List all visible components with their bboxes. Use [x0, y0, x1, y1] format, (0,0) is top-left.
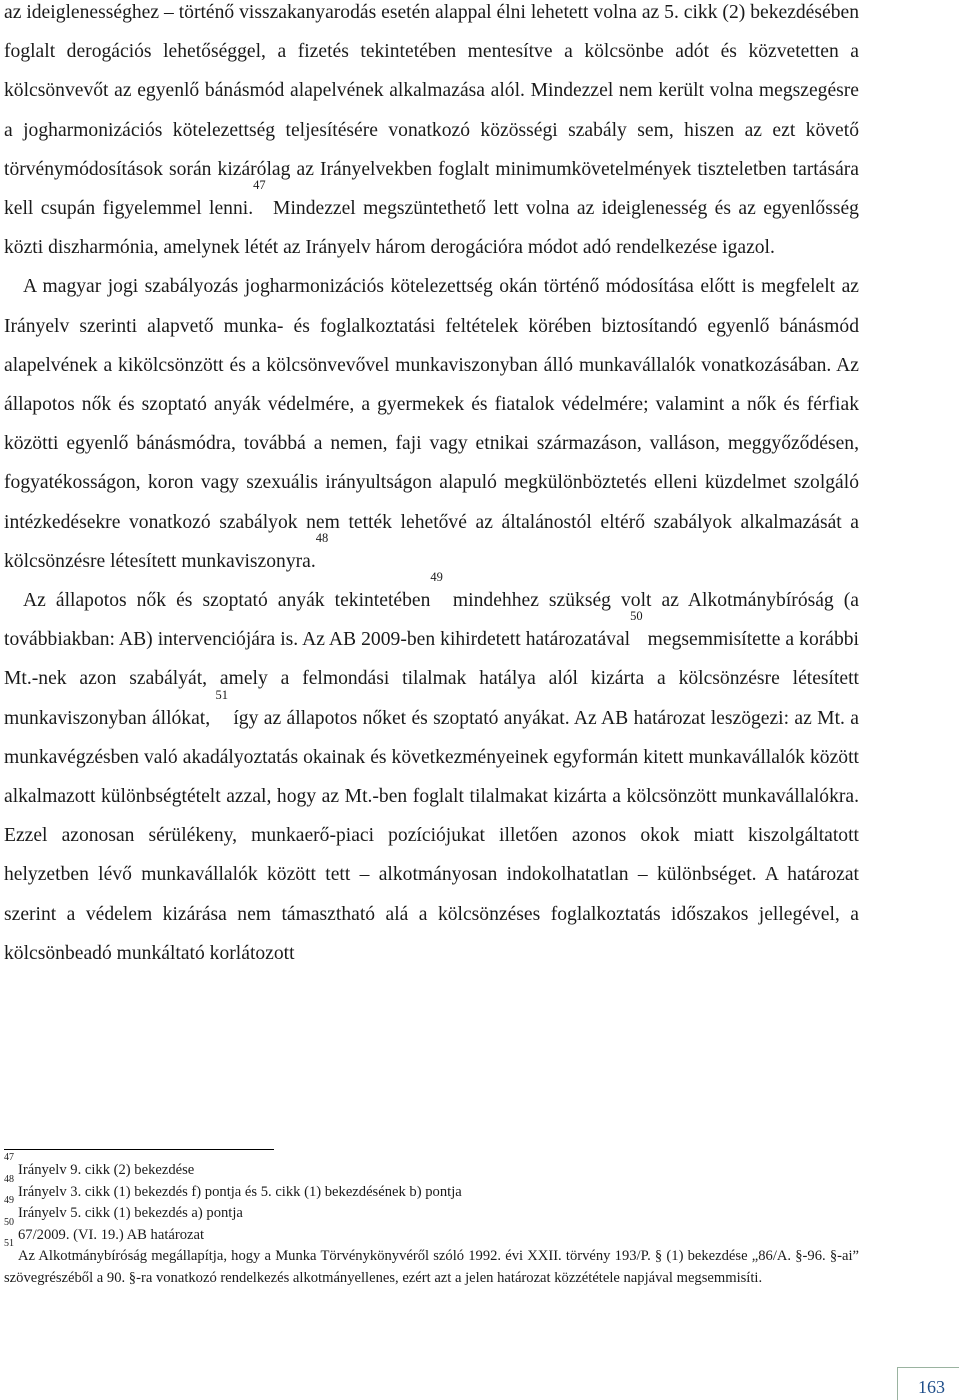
footnote-text: Az Alkotmánybíróság megállapítja, hogy a Munka Törvénykönyvéről szóló 1992. évi XXII. törvény 193/P. § (1) bekezdése „86/A. §-96. §-ai” szövegrészéből a 90. §-ra vonatkozó rendelkezés alkotmányellenes, ezért azt a jelen határozat közzététele napjával megsemmisíti. [4, 1248, 859, 1286]
footnote-text: Irányelv 9. cikk (2) bekezdése [18, 1162, 195, 1178]
footnote-reference: 49 [430, 570, 443, 585]
footnote-text: Irányelv 5. cikk (1) bekezdés a) pontja [18, 1205, 243, 1222]
footnote [4, 1195, 859, 1225]
footnote-number: 49 [4, 1195, 14, 1207]
paragraph-text: az ideiglenességhez – történő visszakanyarodás esetén alappal élni lehetett volna az 5. cikk (2) bekezdésében foglalt derogációs lehetőséggel, a fizetés tekintetében mentesítve a kölcsönbe adót és közvetetten a kölcsönvevőt az egyenlő bánásmód alapelvének alkalmazása alól. Mindezzel nem került volna megszegésre a jogharmonizációs kötelezettség teljesítésére vonatkozó közösségi szabály sem, hiszen az ezt követő törvénymódosítások során kizárólag az Irányelvekben foglalt minimumkövetelmények tiszteletben tartására kell csupán figyelemmel lenni. [4, 2, 859, 220]
footnote-text: Irányelv 3. cikk (1) bekezdés f) pontja és 5. cikk (1) bekezdésének b) pontja [18, 1183, 462, 1200]
paragraph [4, 570, 859, 973]
footnote [4, 1238, 859, 1289]
footnote-number: 51 [4, 1238, 14, 1250]
page-number-box [897, 1367, 959, 1400]
footnote [4, 1216, 859, 1250]
footnote [4, 1173, 859, 1207]
paragraph [4, 0, 859, 267]
footnote-reference: 48 [315, 530, 329, 545]
document-body [4, 0, 859, 973]
footnote-number: 50 [4, 1216, 14, 1228]
footnote-reference: 47 [253, 178, 266, 193]
paragraph-text: Mindezzel megszüntethető lett volna az ideiglenesség és az egyenlősség közti diszharmónia, amelynek létét az Irányelv három derogációra módot adó rendelkezése igazol. [4, 198, 859, 259]
paragraph [4, 267, 859, 581]
footnote [4, 1152, 859, 1182]
paragraph-text: megsemmisítette a korábbi Mt.-nek azon szabályát, amely a felmondási tilalmak hatálya alól kizárta a kölcsönzésre létesített munkaviszonyban állókat, [4, 629, 859, 729]
footnote-reference: 51 [215, 687, 228, 702]
footnote-text: 67/2009. (VI. 19.) AB határozat [18, 1226, 205, 1243]
footnote-separator [4, 1149, 274, 1150]
footnote-number: 48 [4, 1173, 14, 1185]
footnote-number: 47 [4, 1152, 14, 1163]
footnotes [4, 1152, 859, 1290]
paragraph-text: A magyar jogi szabályozás jogharmonizációs kötelezettség okán történő módosítása előtt is megfelelt az Irányelv szerinti alapvető munka- és foglalkoztatási feltételek körében biztosítandó egyenlő bánásmód alapelvének a kikölcsönzött és a kölcsönvevővel munkaviszonyban álló munkavállalók vonatkozásában. Az állapotos nők és szoptató anyák védelmére, a gyermekek és fiatalok védelmére; valamint a nők és férfiak közötti egyenlő bánásmódra, továbbá a nemen, faji vagy etnikai származáson, valláson, meggyőződésen, fogyatékosságon, koron vagy szexuális irányultságon alapuló megkülönböztetés elleni küzdelmet szolgáló intézkedésekre vonatkozó szabályok nem tették lehetővé az általánostól eltérő szabályok alkalmazását a kölcsönzésre létesített munkaviszonyra. [4, 276, 859, 572]
page-number: 163 [918, 1377, 945, 1397]
footnote-reference: 50 [630, 609, 643, 624]
paragraph-text: mindehhez szükség volt az Alkotmánybíróság (a továbbiakban: AB) intervenciójára is. Az AB 2009-ben kihirdetett határozatával [4, 590, 859, 651]
paragraph-text: így az állapotos nőket és szoptató anyákat. Az AB határozat leszögezi: az Mt. a munkavégzésben való akadályoztatás okainak és következményeinek egyformán kitett munkavállalók között alkalmazott különbségtételt azzal, hogy az Mt.-ben foglalt tilalmakat kizárta a kölcsönzött munkavállalókra. Ezzel azonosan sérülékeny, munkaerő-piaci pozíciójukat illetően azonos okok miatt kiszolgáltatott helyzetben lévő munkavállalók között tett – alkotmányosan indokolhatatlan – különbséget. A határozat szerint a védelem kizárása nem támasztható alá a kölcsönzéses foglalkoztatás időszakos jellegével, a kölcsönbeadó munkáltató korlátozott [4, 707, 859, 964]
paragraph-text: Az állapotos nők és szoptató anyák tekintetében [23, 590, 431, 612]
